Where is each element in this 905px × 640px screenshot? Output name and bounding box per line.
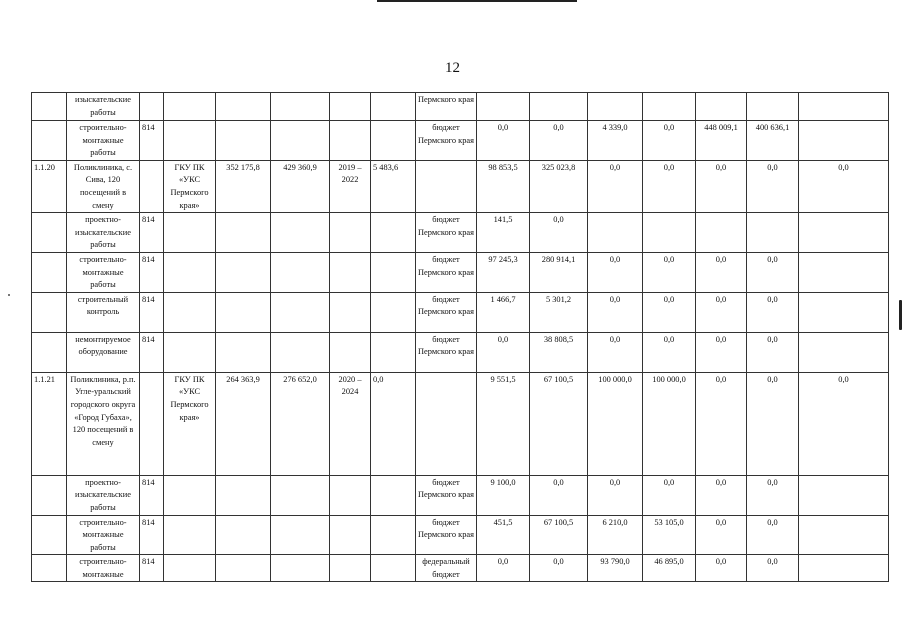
table-cell bbox=[330, 555, 371, 582]
table-cell bbox=[643, 213, 696, 253]
table-cell: строительно-монтажные работы bbox=[67, 121, 140, 161]
table-cell: ГКУ ПК «УКС Пермского края» bbox=[164, 160, 216, 212]
table-cell: 814 bbox=[140, 121, 164, 161]
table-cell: бюджет Пермского края bbox=[416, 332, 477, 372]
table-cell: Поликлиника, с. Сива, 120 посещений в смену bbox=[67, 160, 140, 212]
table-cell bbox=[216, 93, 271, 121]
table-cell: 2020 – 2024 bbox=[330, 372, 371, 475]
table-cell bbox=[164, 93, 216, 121]
table-cell bbox=[643, 93, 696, 121]
table-cell bbox=[330, 515, 371, 555]
table-cell bbox=[271, 93, 330, 121]
table-cell: 141,5 bbox=[477, 213, 530, 253]
table-cell: 0,0 bbox=[643, 121, 696, 161]
table-cell bbox=[799, 475, 889, 515]
table-cell bbox=[164, 332, 216, 372]
table-cell: 9 551,5 bbox=[477, 372, 530, 475]
table-cell bbox=[799, 121, 889, 161]
table-cell: 93 790,0 bbox=[588, 555, 643, 582]
table-cell: 814 bbox=[140, 475, 164, 515]
table-cell bbox=[216, 292, 271, 332]
table-cell: 67 100,5 bbox=[530, 515, 588, 555]
table-cell bbox=[330, 475, 371, 515]
table-cell: 0,0 bbox=[799, 372, 889, 475]
table-cell: строительный контроль bbox=[67, 292, 140, 332]
table-cell: 0,0 bbox=[696, 475, 747, 515]
table-cell: 0,0 bbox=[477, 121, 530, 161]
table-cell bbox=[330, 93, 371, 121]
scan-edge-mark bbox=[899, 300, 902, 330]
table-cell bbox=[32, 93, 67, 121]
table-cell: 0,0 bbox=[747, 515, 799, 555]
table-cell bbox=[747, 93, 799, 121]
table-cell: 98 853,5 bbox=[477, 160, 530, 212]
table-cell bbox=[371, 555, 416, 582]
table-cell bbox=[371, 93, 416, 121]
table-cell: 100 000,0 bbox=[588, 372, 643, 475]
table-cell bbox=[32, 252, 67, 292]
table-row bbox=[32, 121, 889, 161]
table-cell bbox=[371, 515, 416, 555]
table-cell bbox=[271, 213, 330, 253]
table-cell bbox=[696, 93, 747, 121]
table-cell: 5 483,6 bbox=[371, 160, 416, 212]
table-cell bbox=[371, 292, 416, 332]
table-cell bbox=[799, 515, 889, 555]
table-row bbox=[32, 160, 889, 212]
table-cell bbox=[271, 515, 330, 555]
table-cell bbox=[32, 555, 67, 582]
table-cell: 0,0 bbox=[747, 252, 799, 292]
table-cell: 38 808,5 bbox=[530, 332, 588, 372]
table-cell: 0,0 bbox=[643, 160, 696, 212]
table-row bbox=[32, 213, 889, 253]
table-cell: 0,0 bbox=[747, 292, 799, 332]
table-cell: 0,0 bbox=[643, 292, 696, 332]
table-cell bbox=[216, 252, 271, 292]
table-cell bbox=[416, 372, 477, 475]
table-cell: 0,0 bbox=[643, 252, 696, 292]
table-cell: проектно-изыскательские работы bbox=[67, 475, 140, 515]
table-cell: 0,0 bbox=[696, 515, 747, 555]
table-cell: 0,0 bbox=[588, 160, 643, 212]
table-row bbox=[32, 93, 889, 121]
table-cell: 0,0 bbox=[747, 555, 799, 582]
table-cell: изыскательские работы bbox=[67, 93, 140, 121]
table-row bbox=[32, 515, 889, 555]
table-row bbox=[32, 475, 889, 515]
table-cell bbox=[330, 213, 371, 253]
table-cell bbox=[588, 213, 643, 253]
table-cell: 814 bbox=[140, 292, 164, 332]
table-cell: 814 bbox=[140, 213, 164, 253]
table-cell bbox=[164, 252, 216, 292]
table-cell bbox=[216, 332, 271, 372]
table-cell: 352 175,8 bbox=[216, 160, 271, 212]
top-rule bbox=[377, 0, 577, 2]
table-cell bbox=[799, 93, 889, 121]
table-cell: 814 bbox=[140, 555, 164, 582]
table-cell bbox=[140, 93, 164, 121]
table-cell: 0,0 bbox=[477, 555, 530, 582]
table-cell: 5 301,2 bbox=[530, 292, 588, 332]
table-cell: 67 100,5 bbox=[530, 372, 588, 475]
table-cell: 0,0 bbox=[643, 475, 696, 515]
table-cell: 1 466,7 bbox=[477, 292, 530, 332]
table-cell bbox=[330, 252, 371, 292]
table-cell bbox=[164, 555, 216, 582]
table-cell bbox=[32, 332, 67, 372]
table-cell bbox=[330, 332, 371, 372]
table-cell: 280 914,1 bbox=[530, 252, 588, 292]
table-cell bbox=[271, 292, 330, 332]
table-cell bbox=[371, 213, 416, 253]
table-cell: бюджет Пермского края bbox=[416, 121, 477, 161]
table-cell bbox=[32, 121, 67, 161]
table-cell: 0,0 bbox=[747, 475, 799, 515]
table-cell: 6 210,0 bbox=[588, 515, 643, 555]
table-cell bbox=[271, 252, 330, 292]
table-cell bbox=[164, 213, 216, 253]
table-cell bbox=[164, 121, 216, 161]
table-cell: 814 bbox=[140, 332, 164, 372]
budget-table bbox=[31, 92, 889, 582]
table-cell bbox=[799, 332, 889, 372]
table-cell bbox=[371, 332, 416, 372]
table-cell bbox=[371, 121, 416, 161]
table-row bbox=[32, 372, 889, 475]
table-cell: 0,0 bbox=[530, 555, 588, 582]
table-cell: 100 000,0 bbox=[643, 372, 696, 475]
table-cell: 0,0 bbox=[371, 372, 416, 475]
table-cell bbox=[330, 121, 371, 161]
table-row bbox=[32, 252, 889, 292]
table-cell bbox=[216, 475, 271, 515]
table-cell bbox=[588, 93, 643, 121]
table-cell: 400 636,1 bbox=[747, 121, 799, 161]
table-cell: ГКУ ПК «УКС Пермского края» bbox=[164, 372, 216, 475]
table-cell bbox=[140, 372, 164, 475]
table-cell: 53 105,0 bbox=[643, 515, 696, 555]
table-cell bbox=[216, 515, 271, 555]
table-cell: 0,0 bbox=[588, 475, 643, 515]
table-cell bbox=[216, 555, 271, 582]
page-number: 12 bbox=[445, 60, 460, 76]
table-cell: 0,0 bbox=[530, 213, 588, 253]
table-cell bbox=[271, 121, 330, 161]
table-cell: 4 339,0 bbox=[588, 121, 643, 161]
table-cell bbox=[799, 555, 889, 582]
table-cell bbox=[216, 121, 271, 161]
table-cell: 0,0 bbox=[696, 372, 747, 475]
table-cell: 0,0 bbox=[588, 252, 643, 292]
table-cell: 0,0 bbox=[530, 475, 588, 515]
table-cell bbox=[164, 292, 216, 332]
table-cell bbox=[140, 160, 164, 212]
table-cell: 0,0 bbox=[643, 332, 696, 372]
table-cell: 0,0 bbox=[747, 372, 799, 475]
table-cell bbox=[747, 213, 799, 253]
table-cell: бюджет Пермского края bbox=[416, 252, 477, 292]
table-cell: 1.1.21 bbox=[32, 372, 67, 475]
table-cell: 0,0 bbox=[747, 332, 799, 372]
table-cell bbox=[32, 292, 67, 332]
table-cell: бюджет Пермского края bbox=[416, 515, 477, 555]
table-cell: немонтируемое оборудование bbox=[67, 332, 140, 372]
table-cell: федеральный бюджет bbox=[416, 555, 477, 582]
table-cell: 429 360,9 bbox=[271, 160, 330, 212]
table-cell: 0,0 bbox=[696, 160, 747, 212]
table-cell bbox=[371, 252, 416, 292]
table-cell bbox=[696, 213, 747, 253]
table-cell bbox=[32, 475, 67, 515]
table-row bbox=[32, 332, 889, 372]
table-cell: 0,0 bbox=[696, 555, 747, 582]
table-cell bbox=[32, 515, 67, 555]
table-cell: строительно-монтажные bbox=[67, 555, 140, 582]
table-cell: 2019 – 2022 bbox=[330, 160, 371, 212]
table-cell bbox=[799, 252, 889, 292]
table-cell: 325 023,8 bbox=[530, 160, 588, 212]
table-cell bbox=[164, 475, 216, 515]
table-cell: 0,0 bbox=[477, 332, 530, 372]
table-cell bbox=[530, 93, 588, 121]
table-cell: 0,0 bbox=[696, 292, 747, 332]
table-cell: 276 652,0 bbox=[271, 372, 330, 475]
table-cell: строительно-монтажные работы bbox=[67, 515, 140, 555]
table-cell: 0,0 bbox=[696, 252, 747, 292]
table-cell bbox=[371, 475, 416, 515]
scan-dot bbox=[8, 294, 10, 296]
table-cell: 0,0 bbox=[530, 121, 588, 161]
table-cell: бюджет Пермского края bbox=[416, 292, 477, 332]
table-cell bbox=[271, 475, 330, 515]
table-cell: Пермского края bbox=[416, 93, 477, 121]
table-cell: 0,0 bbox=[799, 160, 889, 212]
table-cell: 448 009,1 bbox=[696, 121, 747, 161]
table-cell: 0,0 bbox=[588, 292, 643, 332]
table-cell: строительно-монтажные работы bbox=[67, 252, 140, 292]
table-cell: 9 100,0 bbox=[477, 475, 530, 515]
table-cell: проектно-изыскательские работы bbox=[67, 213, 140, 253]
table-cell: 0,0 bbox=[696, 332, 747, 372]
table-cell: бюджет Пермского края bbox=[416, 213, 477, 253]
table-cell bbox=[271, 332, 330, 372]
table-cell: 97 245,3 bbox=[477, 252, 530, 292]
table-cell: 814 bbox=[140, 515, 164, 555]
table-cell bbox=[271, 555, 330, 582]
table-cell bbox=[216, 213, 271, 253]
table-row bbox=[32, 555, 889, 582]
table-cell: 46 895,0 bbox=[643, 555, 696, 582]
table-cell bbox=[164, 515, 216, 555]
table-cell: 264 363,9 bbox=[216, 372, 271, 475]
table-cell: бюджет Пермского края bbox=[416, 475, 477, 515]
table-cell bbox=[32, 213, 67, 253]
table-cell bbox=[799, 213, 889, 253]
table-cell: 1.1.20 bbox=[32, 160, 67, 212]
table-cell bbox=[330, 292, 371, 332]
table-row bbox=[32, 292, 889, 332]
table-body bbox=[32, 93, 889, 582]
table-cell bbox=[799, 292, 889, 332]
table-cell bbox=[416, 160, 477, 212]
table-cell: 451,5 bbox=[477, 515, 530, 555]
table-cell: 814 bbox=[140, 252, 164, 292]
table-cell: 0,0 bbox=[747, 160, 799, 212]
table-cell bbox=[477, 93, 530, 121]
table-cell: Поликлиника, р.п. Угле-уральский городского округа «Город Губаха», 120 посещений в смену bbox=[67, 372, 140, 475]
table-cell: 0,0 bbox=[588, 332, 643, 372]
